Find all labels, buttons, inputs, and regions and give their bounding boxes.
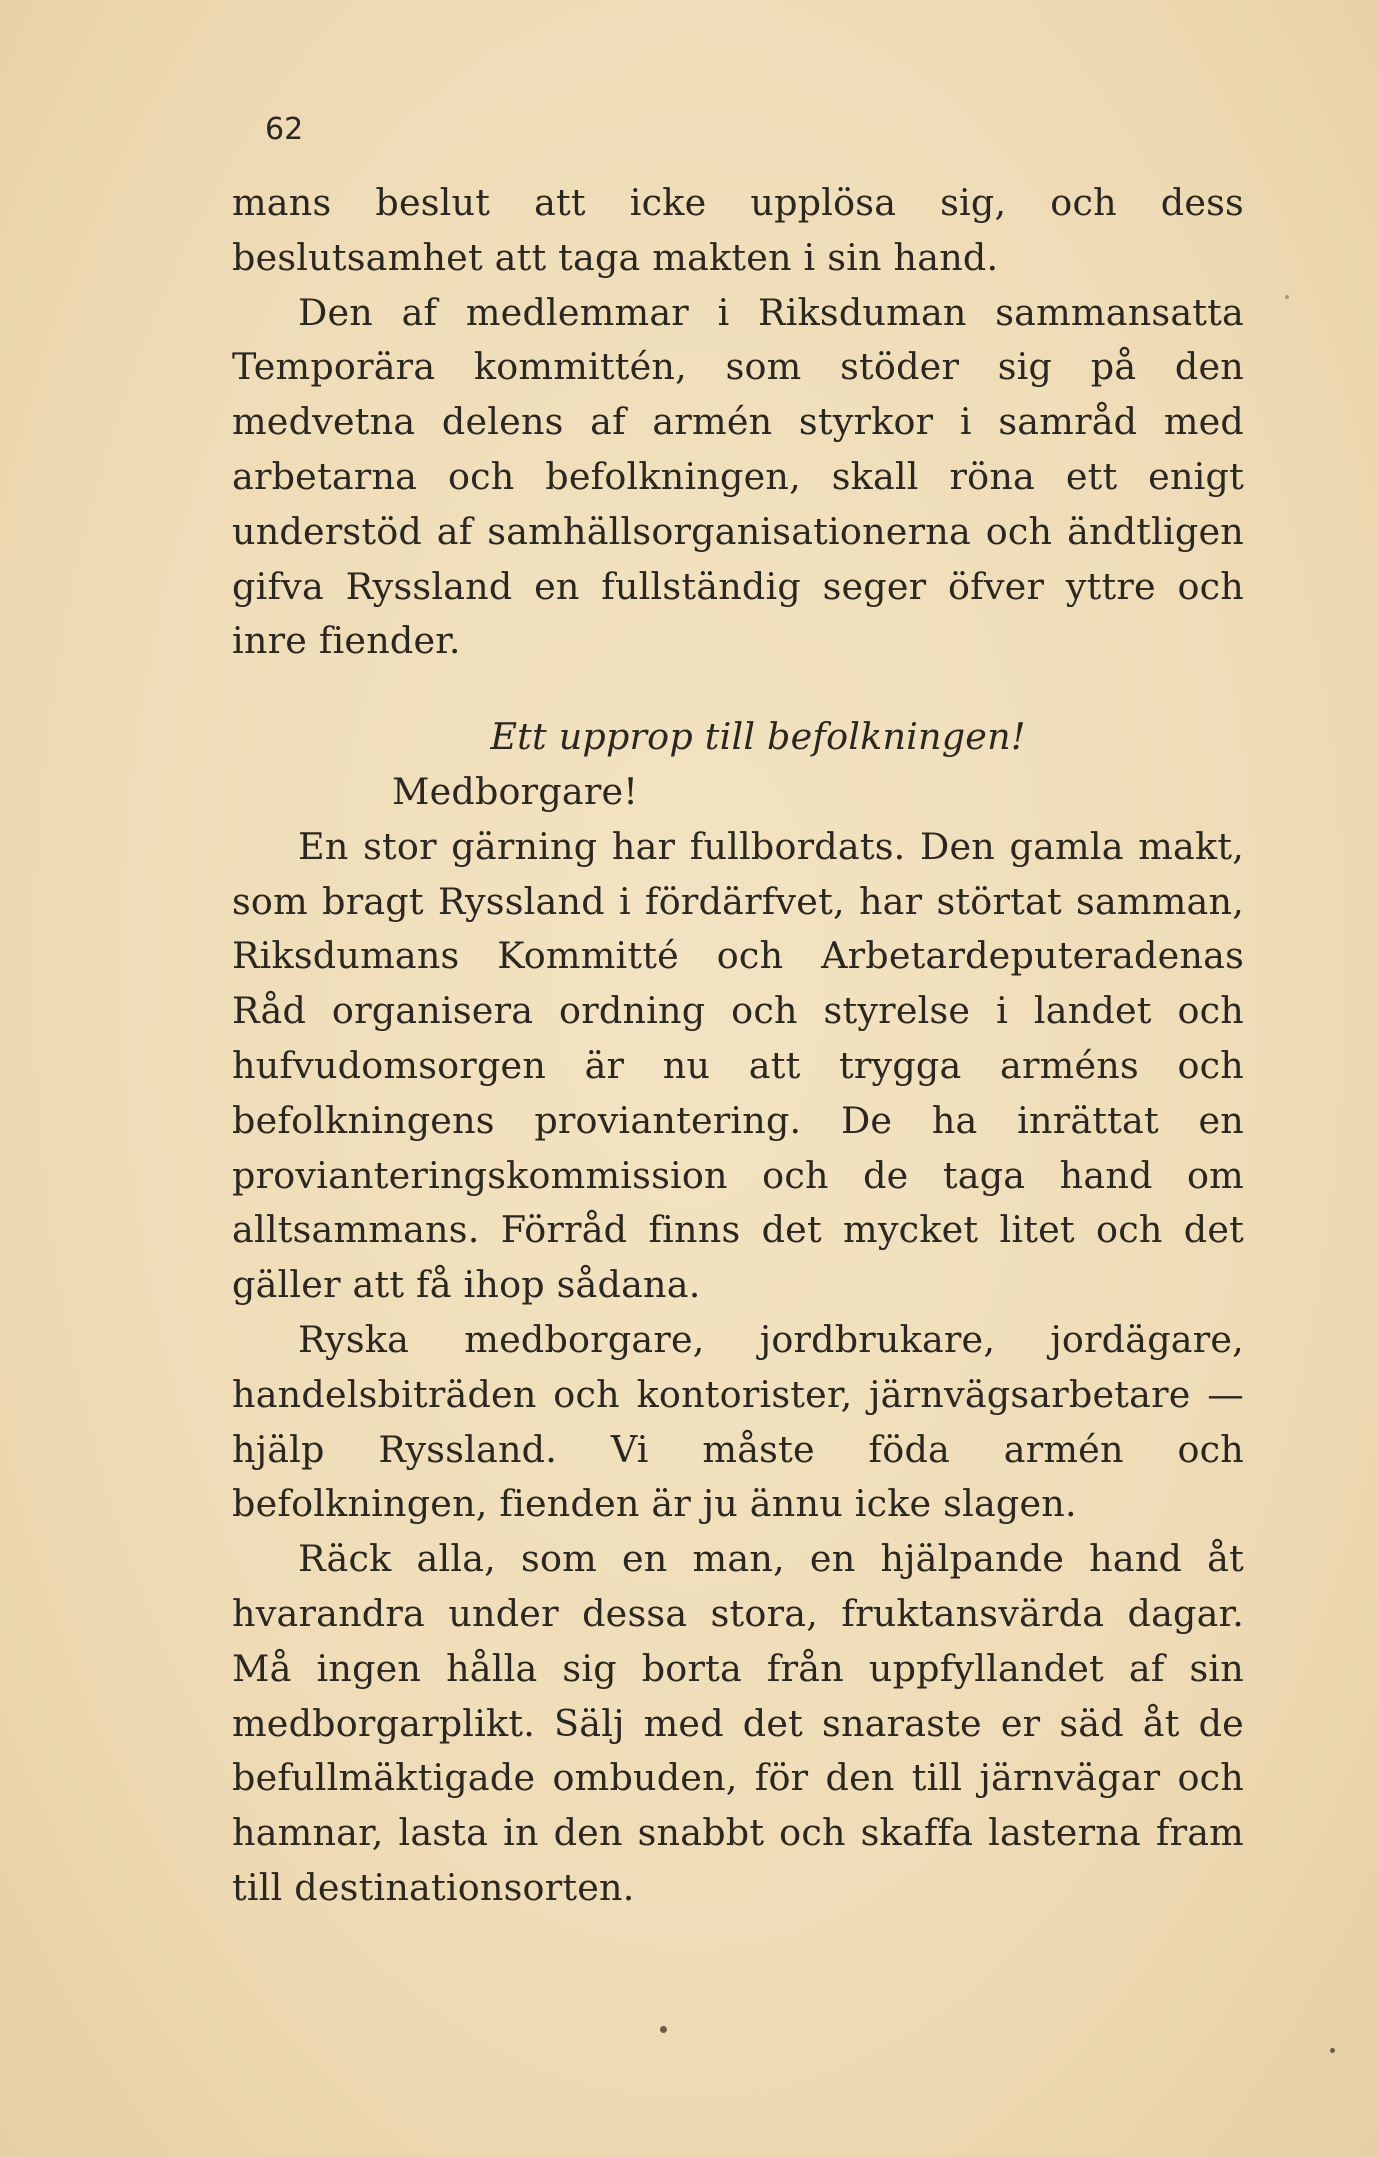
paragraph-2: Den af medlemmar i Riksduman sammansatta Temporära kommittén, som stöder sig på den medvetna delens af armén styrkor i samråd med arbetarna och befolkningen, skall röna ett enigt understöd af samhällsorganisationerna och ändtligen gifva Ryssland en fullständig seger öfver yttre och inre fiender.: [232, 290, 1244, 663]
paper-speck: [660, 2026, 667, 2033]
appeal-paragraph-2: Ryska medborgare, jordbrukare, jordägare, handelsbiträden och kontorister, järnvägsarbetare — hjälp Ryssland. Vi måste föda armén och befolkningen, fienden är ju ännu icke slagen.: [232, 1317, 1244, 1526]
appeal-heading: Ett upprop till befolkningen!: [490, 715, 1026, 759]
appeal-paragraph-3: Räck alla, som en man, en hjälpande hand åt hvarandra under dessa stora, fruktansvärda dagar. Må ingen hålla sig borta från uppfyllandet af sin medborgarplikt. Sälj med det snaraste er säd åt de befullmäktigade ombuden, för den till järnvägar och hamnar, lasta in den snabbt och skaffa lasterna fram till destinationsorten.: [232, 1537, 1244, 1909]
paragraph-1: mans beslut att icke upplösa sig, och dess beslutsamhet att taga makten i sin hand.: [232, 181, 1244, 279]
paper-speck: [1285, 295, 1289, 299]
page-body: [232, 176, 1244, 1916]
page-number: 62: [265, 112, 304, 147]
appeal-paragraph-1: En stor gärning har fullbordats. Den gamla makt, som bragt Ryssland i fördärfvet, har störtat samman, Riksdumans Kommitté och Arbetardeputeradenas Råd organisera ordning och styrelse i landet och hufvudomsorgen är nu att trygga arméns och befolkningens proviantering. De ha inrättat en provianteringskommission och de taga hand om alltsammans. Förråd finns det mycket litet och det gäller att få ihop sådana.: [232, 824, 1244, 1307]
salutation: Medborgare!: [392, 769, 639, 813]
paper-speck: [1330, 2048, 1335, 2053]
